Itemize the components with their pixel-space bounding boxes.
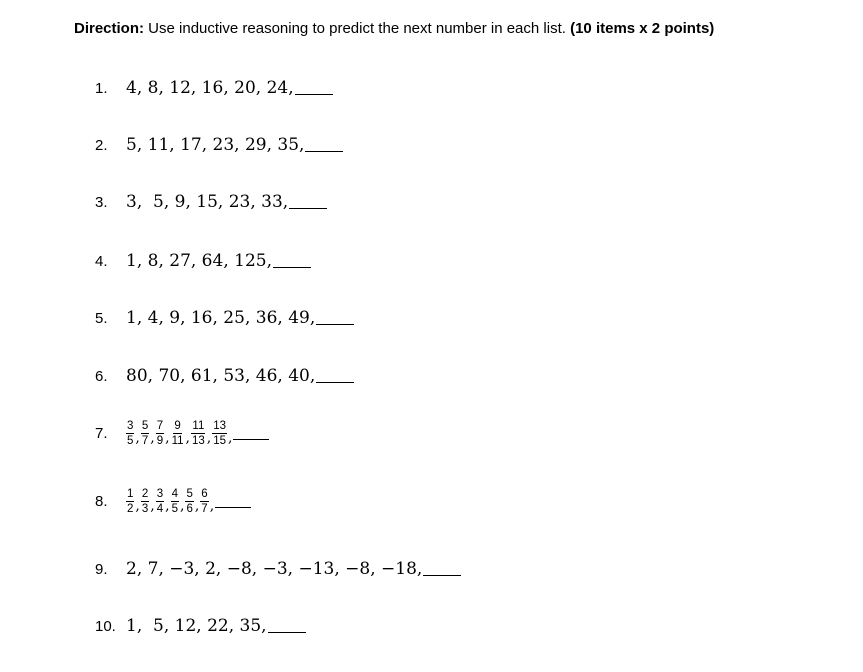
numerator: 5	[186, 488, 193, 500]
answer-blank[interactable]	[215, 507, 251, 508]
denominator: 7	[141, 435, 149, 447]
fraction	[141, 488, 149, 515]
item-sequence: 1, 4, 9, 16, 25, 36, 49,	[126, 308, 316, 328]
denominator: 6	[186, 503, 193, 515]
answer-blank[interactable]	[273, 266, 311, 268]
numerator: 6	[201, 488, 208, 500]
answer-blank[interactable]	[233, 439, 269, 440]
comma: ,	[209, 497, 215, 514]
list-item-7	[95, 420, 269, 447]
fraction	[156, 420, 164, 447]
item-number: 4.	[95, 252, 108, 270]
item-sequence: 1, 8, 27, 64, 125,	[126, 251, 272, 271]
item-number: 3.	[95, 193, 108, 211]
item-sequence: 4, 8, 12, 16, 20, 24,	[126, 78, 294, 98]
direction-heading	[74, 20, 714, 37]
denominator: 9	[156, 435, 164, 447]
fraction-sequence	[126, 420, 269, 447]
list-item-9	[95, 559, 461, 579]
denominator: 5	[171, 503, 178, 515]
answer-blank[interactable]	[316, 381, 354, 383]
denominator: 15	[213, 435, 227, 447]
numerator: 4	[171, 488, 178, 500]
item-number: 1.	[95, 79, 108, 97]
list-item-5	[95, 308, 354, 328]
item-number: 8.	[95, 493, 108, 510]
comma: ,	[165, 429, 170, 446]
fraction	[141, 420, 149, 447]
fraction	[126, 488, 134, 515]
comma: ,	[135, 497, 140, 514]
numerator: 2	[141, 488, 149, 500]
fraction	[171, 488, 179, 515]
answer-blank[interactable]	[423, 574, 461, 576]
fraction	[126, 420, 134, 447]
item-sequence: 3, 5, 9, 15, 23, 33,	[126, 192, 289, 212]
fraction	[191, 420, 206, 447]
direction-text: Use inductive reasoning to predict the next number in each list.	[144, 20, 571, 37]
item-sequence: 1, 5, 12, 22, 35,	[126, 616, 267, 636]
item-sequence: 80, 70, 61, 53, 46, 40,	[126, 366, 316, 386]
comma: ,	[194, 497, 200, 514]
list-item-10	[95, 616, 306, 636]
comma: ,	[179, 497, 185, 514]
list-item-2	[95, 135, 343, 155]
answer-blank[interactable]	[289, 207, 327, 209]
item-sequence: 5, 11, 17, 23, 29, 35,	[126, 135, 305, 155]
denominator: 2	[127, 503, 134, 515]
comma: ,	[150, 497, 155, 514]
item-number: 7.	[95, 425, 108, 442]
denominator: 4	[156, 503, 164, 515]
numerator: 9	[174, 420, 181, 432]
comma: ,	[165, 497, 170, 514]
comma: ,	[206, 429, 212, 446]
fraction	[171, 420, 185, 447]
item-number: 2.	[95, 136, 108, 154]
direction-label: Direction:	[74, 20, 145, 37]
fraction	[200, 488, 208, 515]
numerator: 1	[127, 488, 134, 500]
denominator: 7	[201, 503, 208, 515]
answer-blank[interactable]	[295, 93, 333, 95]
item-sequence: 2, 7, −3, 2, −8, −3, −13, −8, −18,	[126, 559, 423, 579]
numerator: 3	[156, 488, 164, 500]
numerator: 11	[192, 420, 205, 432]
denominator: 3	[141, 503, 149, 515]
denominator: 11	[171, 435, 184, 447]
numerator: 13	[213, 420, 227, 432]
numerator: 5	[141, 420, 149, 432]
item-number: 10.	[95, 617, 116, 635]
fraction	[212, 420, 227, 447]
fraction-sequence	[126, 488, 251, 515]
fraction	[156, 488, 164, 515]
numerator: 7	[156, 420, 164, 432]
list-item-3	[95, 192, 327, 212]
comma: ,	[135, 429, 140, 446]
comma: ,	[185, 429, 190, 446]
list-item-1	[95, 78, 333, 98]
fraction	[185, 488, 193, 515]
list-item-6	[95, 366, 354, 386]
item-number: 9.	[95, 560, 108, 578]
item-number: 5.	[95, 309, 108, 327]
comma: ,	[150, 429, 155, 446]
answer-blank[interactable]	[305, 150, 343, 152]
item-number: 6.	[95, 367, 108, 385]
list-item-8	[95, 488, 251, 515]
list-item-4	[95, 251, 311, 271]
answer-blank[interactable]	[268, 631, 306, 633]
answer-blank[interactable]	[316, 323, 354, 325]
comma: ,	[228, 429, 233, 446]
direction-points: (10 items x 2 points)	[570, 20, 715, 37]
denominator: 5	[127, 435, 134, 447]
denominator: 13	[191, 435, 205, 447]
numerator: 3	[127, 420, 134, 432]
